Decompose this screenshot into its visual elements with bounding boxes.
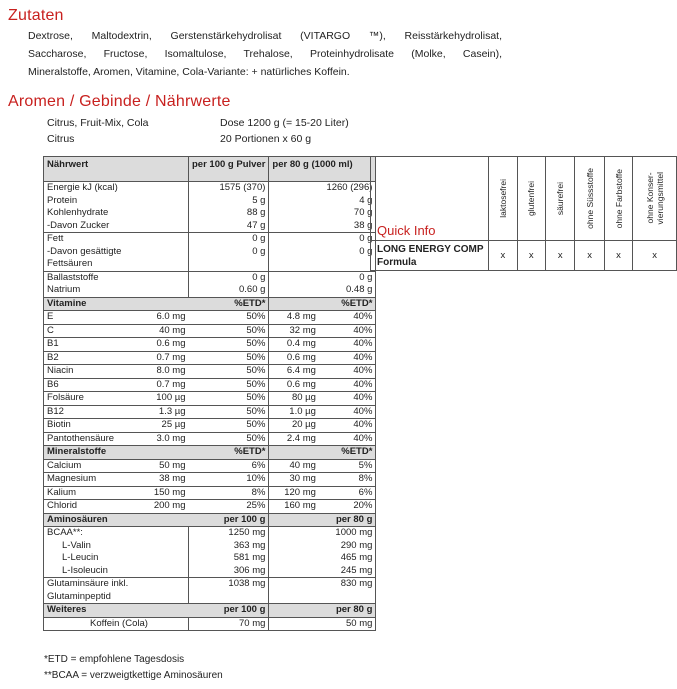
nutrient-value: 0 g (189, 233, 269, 246)
nutrient-value: 200 mg (139, 500, 189, 514)
table-row (44, 552, 376, 565)
nutrient-value: 830 mg (269, 578, 376, 591)
nutrient-name: E (44, 311, 139, 325)
qi-mark: x (546, 241, 575, 271)
footnote-bcaa: **BCAA = verzweigtkettige Aminosäuren (44, 670, 223, 681)
table-row (44, 195, 376, 208)
qi-mark: x (575, 241, 604, 271)
qi-col-header (517, 157, 545, 241)
nutrient-percent: 40% (319, 351, 376, 365)
nutrient-name: L-Leucin (44, 552, 189, 565)
nutrient-value: 50 mg (139, 459, 189, 473)
nutrient-value: 0 g (189, 246, 269, 259)
ingredients-line: Mineralstoffe, Aromen, Vitamine, Cola-Variante: + natürliches Koffein. (28, 66, 350, 78)
nutrient-name: Glutaminsäure inkl. (44, 578, 189, 591)
nutrient-value: 0 g (269, 271, 376, 284)
table-row (44, 351, 376, 365)
table-row (44, 604, 376, 618)
nutrient-name: Fett (44, 233, 189, 246)
qi-col-header (633, 157, 677, 241)
table-row (44, 297, 376, 311)
nutrient-name: Protein (44, 195, 189, 208)
nutrient-name: B2 (44, 351, 139, 365)
nutrient-name: -Davon gesättigte (44, 246, 189, 259)
nutrient-value: 245 mg (269, 565, 376, 578)
qi-col-label: laktosefrei (497, 179, 508, 218)
table-row (44, 284, 376, 297)
table-row (44, 565, 376, 578)
nutrient-name: B1 (44, 338, 139, 352)
nutrient-name: Biotin (44, 419, 139, 433)
nutrient-percent: 8% (189, 486, 269, 500)
table-row (44, 392, 376, 406)
nutrition-table (43, 156, 376, 631)
nutrient-percent: 40% (319, 365, 376, 379)
qi-mark: x (604, 241, 632, 271)
qi-mark: x (633, 241, 677, 271)
nutrient-value: 3.0 mg (139, 432, 189, 446)
table-header-cell: per 100 g Pulver (189, 157, 269, 182)
nutrient-value: 32 mg (269, 324, 319, 338)
nutrient-value: 100 µg (139, 392, 189, 406)
table-row (44, 233, 376, 246)
nutrient-value: 160 mg (269, 500, 319, 514)
nutrient-percent: 50% (189, 311, 269, 325)
nutrient-name: Folsäure (44, 392, 139, 406)
table-row (44, 591, 376, 604)
table-row (44, 419, 376, 433)
qi-col-label: glutenfrei (526, 181, 537, 216)
aromen-right-1: Dose 1200 g (= 15-20 Liter) (220, 117, 349, 129)
nutrient-percent: 5% (319, 459, 376, 473)
nutrient-name: Magnesium (44, 473, 139, 487)
nutrient-value: 1.3 µg (139, 405, 189, 419)
table-row (44, 220, 376, 233)
footnote-etd: *ETD = empfohlene Tagesdosis (44, 654, 185, 665)
nutrient-percent: 40% (319, 405, 376, 419)
ingredients-line: Saccharose, Fructose, Isomaltulose, Trehalose, Proteinhydrolisate (Molke, Casein), (28, 48, 502, 60)
nutrient-value: 6.0 mg (139, 311, 189, 325)
qi-col-header (575, 157, 604, 241)
nutrient-value: 0 g (269, 246, 376, 259)
table-row (44, 311, 376, 325)
nutrient-percent: 6% (189, 459, 269, 473)
table-header-cell: Vitamine (44, 297, 189, 311)
table-row (44, 617, 376, 631)
nutrient-value: 0.48 g (269, 284, 376, 297)
nutrient-percent: 40% (319, 392, 376, 406)
nutrient-value: 88 g (189, 207, 269, 220)
nutrient-value: 38 g (269, 220, 376, 233)
nutrient-value (189, 258, 269, 271)
nutrient-value: 150 mg (139, 486, 189, 500)
zutaten-title: Zutaten (8, 7, 64, 24)
nutrient-name: -Davon Zucker (44, 220, 189, 233)
nutrient-value: 1260 (296) (269, 182, 376, 195)
nutrient-percent: 6% (319, 486, 376, 500)
nutrient-name: Glutaminpeptid (44, 591, 189, 604)
qi-col-label: ohne Farbstoffe (613, 168, 624, 229)
nutrient-name: L-Valin (44, 540, 189, 553)
table-header-cell: Weiteres (44, 604, 189, 618)
nutrient-value: 465 mg (269, 552, 376, 565)
table-header-cell (269, 297, 319, 311)
table-header-cell: Aminosäuren (44, 513, 189, 527)
table-row (44, 258, 376, 271)
nutrient-percent: 50% (189, 405, 269, 419)
nutrient-value: 40 mg (139, 324, 189, 338)
nutrient-name: Calcium (44, 459, 139, 473)
nutrient-value: 5 g (189, 195, 269, 208)
nutrient-value: 80 µg (269, 392, 319, 406)
nutrient-percent: 50% (189, 392, 269, 406)
nutrient-percent: 40% (319, 419, 376, 433)
nutrient-name: Koffein (Cola) (44, 617, 189, 631)
table-header-cell: per 80 g (269, 513, 376, 527)
nutrient-name: Ballaststoffe (44, 271, 189, 284)
nutrient-value: 8.0 mg (139, 365, 189, 379)
nutrient-percent: 50% (189, 338, 269, 352)
quick-info-title-cell (371, 157, 489, 241)
nutrient-name: Energie kJ (kcal) (44, 182, 189, 195)
nutrient-value: 4 g (269, 195, 376, 208)
aromen-left-2: Citrus (47, 133, 75, 145)
nutrient-value: 50 mg (269, 617, 376, 631)
nutrient-percent: 25% (189, 500, 269, 514)
quick-info-title: Quick Info (377, 223, 436, 238)
table-header-cell: per 100 g (189, 604, 269, 618)
nutrient-value: 40 mg (269, 459, 319, 473)
table-header-cell: %ETD* (319, 297, 376, 311)
nutrient-value: 363 mg (189, 540, 269, 553)
table-row (44, 365, 376, 379)
nutrient-value: 1250 mg (189, 527, 269, 540)
table-row (44, 513, 376, 527)
nutrient-name: B12 (44, 405, 139, 419)
nutrient-percent: 50% (189, 432, 269, 446)
table-header-cell: %ETD* (319, 446, 376, 460)
table-row (44, 157, 376, 182)
table-row (44, 182, 376, 195)
nutrient-value: 120 mg (269, 486, 319, 500)
aromen-right-2: 20 Portionen x 60 g (220, 133, 312, 145)
table-row (44, 459, 376, 473)
nutrient-name: B6 (44, 378, 139, 392)
table-header-cell: %ETD* (189, 446, 269, 460)
nutrient-value (269, 258, 376, 271)
qi-col-header (546, 157, 575, 241)
nutrient-value: 306 mg (189, 565, 269, 578)
nutrient-percent: 50% (189, 365, 269, 379)
qi-col-header (604, 157, 632, 241)
nutrient-name: Natrium (44, 284, 189, 297)
nutrient-value (189, 591, 269, 604)
table-row (44, 405, 376, 419)
table-row (44, 446, 376, 460)
nutrient-percent: 40% (319, 324, 376, 338)
table-row (44, 473, 376, 487)
table-header-cell: per 100 g (189, 513, 269, 527)
ingredients-line: Dextrose, Maltodextrin, Gerstenstärkehydrolisat (VITARGO ™), Reisstärkehydrolisat, (28, 30, 502, 42)
table-row (44, 527, 376, 540)
qi-product-name (371, 241, 489, 271)
nutrient-percent: 10% (189, 473, 269, 487)
nutrient-value: 0.6 mg (139, 338, 189, 352)
nutrient-percent: 40% (319, 338, 376, 352)
nutrient-value: 290 mg (269, 540, 376, 553)
nutrient-name: C (44, 324, 139, 338)
table-row (44, 207, 376, 220)
qi-col-label: ohne Süssstoffe (584, 168, 595, 229)
qi-col-label: ohne Konser- vierungsmittel (644, 172, 665, 225)
nutrient-value: 1000 mg (269, 527, 376, 540)
table-row (44, 246, 376, 259)
nutrient-value: 1038 mg (189, 578, 269, 591)
aromen-left-1: Citrus, Fruit-Mix, Cola (47, 117, 149, 129)
qi-col-header (489, 157, 517, 241)
nutrient-value: 0.6 mg (269, 378, 319, 392)
nutrient-value: 0.7 mg (139, 351, 189, 365)
aromen-title: Aromen / Gebinde / Nährwerte (8, 93, 231, 110)
nutrient-name: Niacin (44, 365, 139, 379)
nutrient-percent: 50% (189, 378, 269, 392)
table-header-cell (269, 446, 319, 460)
nutrient-name: Chlorid (44, 500, 139, 514)
nutrient-name: L-Isoleucin (44, 565, 189, 578)
nutrient-value: 70 mg (189, 617, 269, 631)
table-header-cell: per 80 g (269, 604, 376, 618)
nutrient-value: 1575 (370) (189, 182, 269, 195)
nutrient-value: 47 g (189, 220, 269, 233)
table-header-cell: Mineralstoffe (44, 446, 189, 460)
table-header-cell: Nährwert (44, 157, 189, 182)
nutrient-name: Pantothensäure (44, 432, 139, 446)
nutrient-percent: 20% (319, 500, 376, 514)
nutrient-percent: 50% (189, 419, 269, 433)
table-header-cell: %ETD* (189, 297, 269, 311)
nutrient-percent: 50% (189, 324, 269, 338)
nutrient-value: 2.4 mg (269, 432, 319, 446)
nutrient-value: 6.4 mg (269, 365, 319, 379)
qi-mark: x (489, 241, 517, 271)
table-row (44, 271, 376, 284)
nutrient-name: Kalium (44, 486, 139, 500)
nutrient-value (269, 591, 376, 604)
nutrient-value: 70 g (269, 207, 376, 220)
qi-col-label: säurefrei (555, 181, 566, 216)
nutrient-value: 581 mg (189, 552, 269, 565)
ingredients-text (28, 27, 502, 81)
nutrient-name: BCAA**: (44, 527, 189, 540)
table-header-cell: per 80 g (1000 ml) (269, 157, 376, 182)
nutrient-name: Fettsäuren (44, 258, 189, 271)
nutrient-value: 0.4 mg (269, 338, 319, 352)
nutrient-value: 25 µg (139, 419, 189, 433)
nutrient-value: 20 µg (269, 419, 319, 433)
nutrient-percent: 40% (319, 378, 376, 392)
nutrient-value: 38 mg (139, 473, 189, 487)
nutrient-value: 30 mg (269, 473, 319, 487)
nutrient-value: 1.0 µg (269, 405, 319, 419)
nutrient-value: 4.8 mg (269, 311, 319, 325)
table-row (44, 500, 376, 514)
nutrient-name: Kohlenhydrate (44, 207, 189, 220)
nutrient-percent: 40% (319, 432, 376, 446)
nutrient-percent: 8% (319, 473, 376, 487)
nutrient-percent: 40% (319, 311, 376, 325)
qi-product-label: LONG ENERGY COMP Formula (377, 243, 484, 268)
table-row (44, 324, 376, 338)
nutrient-value: 0.60 g (189, 284, 269, 297)
nutrient-value: 0 g (269, 233, 376, 246)
nutrient-percent: 50% (189, 351, 269, 365)
qi-mark: x (517, 241, 545, 271)
table-row (44, 378, 376, 392)
table-row (44, 338, 376, 352)
quick-info-table (370, 156, 677, 271)
table-row (44, 540, 376, 553)
nutrient-value: 0.6 mg (269, 351, 319, 365)
table-row (44, 432, 376, 446)
table-row (44, 486, 376, 500)
nutrient-value: 0 g (189, 271, 269, 284)
nutrient-value: 0.7 mg (139, 378, 189, 392)
table-row (44, 578, 376, 591)
